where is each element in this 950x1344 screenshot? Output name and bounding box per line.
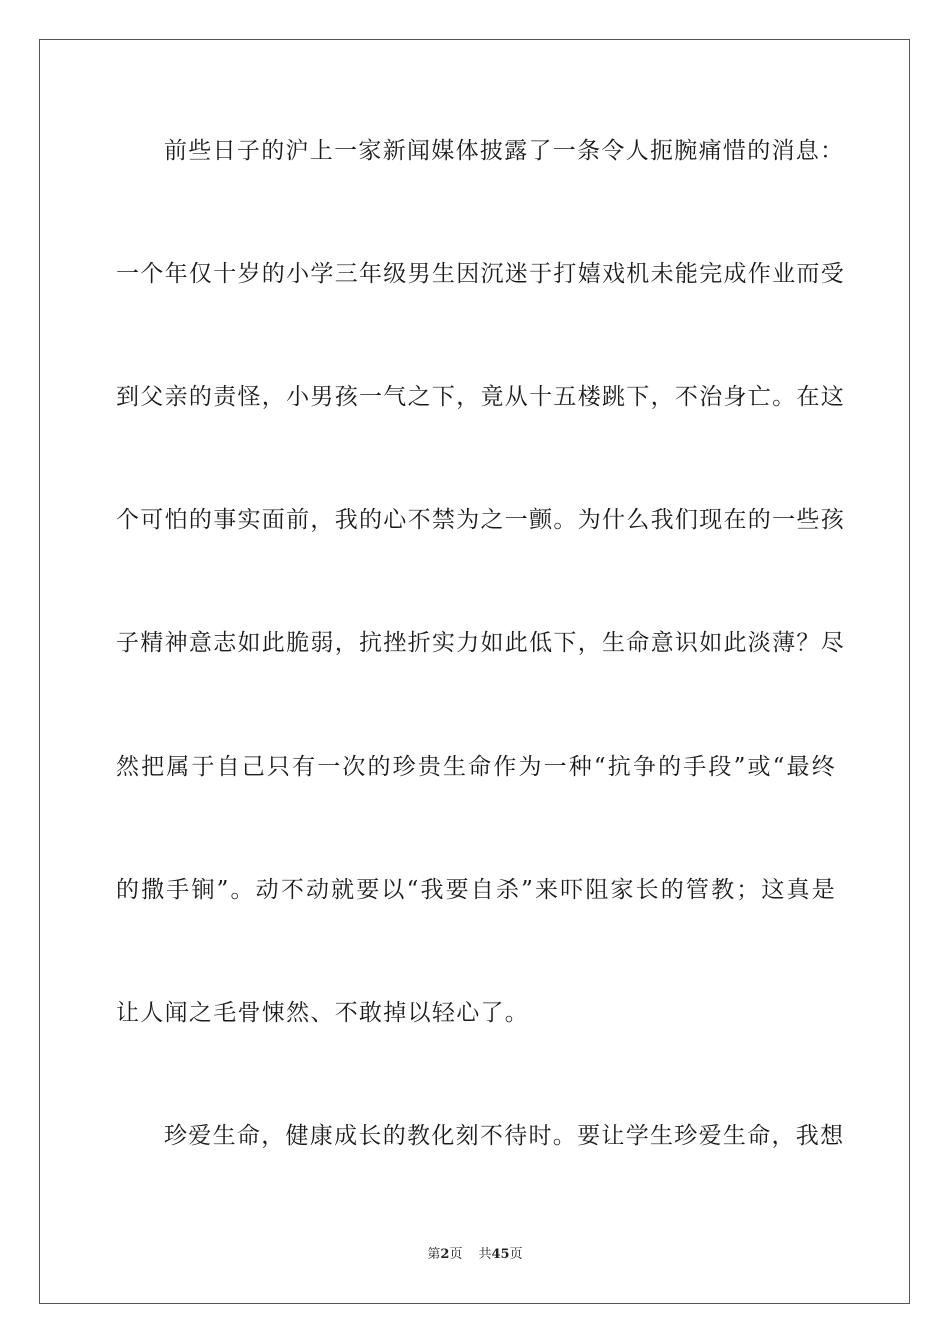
text-line: 到父亲的责怪，小男孩一气之下，竟从十五楼跳下，不治身亡。在这: [116, 384, 845, 410]
current-page-number: 2: [440, 1247, 450, 1262]
page-footer: [0, 1246, 950, 1264]
text-line: 子精神意志如此脆弱，抗挫折实力如此低下，生命意识如此淡薄？尽: [116, 630, 845, 656]
text-line: 珍爱生命，健康成长的教化刻不待时。要让学生珍爱生命，我想: [164, 1123, 845, 1149]
page-border: [39, 39, 910, 1304]
page-suffix: 页: [449, 1247, 463, 1262]
text-line: 让人闻之毛骨悚然、不敢掉以轻心了。: [116, 1000, 530, 1026]
total-suffix: 页: [509, 1247, 523, 1262]
text-line: 然把属于自己只有一次的珍贵生命作为一种“抗争的手段”或“最终: [116, 754, 836, 780]
text-line: 一个年仅十岁的小学三年级男生因沉迷于打嬉戏机未能完成作业而受: [116, 261, 845, 287]
total-page-count: 45: [491, 1247, 510, 1262]
page-prefix: 第: [427, 1247, 441, 1262]
text-line: 前些日子的沪上一家新闻媒体披露了一条令人扼腕痛惜的消息：: [164, 138, 845, 164]
total-prefix: 共: [478, 1247, 492, 1262]
text-line: 个可怕的事实面前，我的心不禁为之一颤。为什么我们现在的一些孩: [116, 507, 845, 533]
text-line: 的撒手锏”。动不动就要以“我要自杀”来吓阻家长的管教；这真是: [116, 877, 836, 903]
